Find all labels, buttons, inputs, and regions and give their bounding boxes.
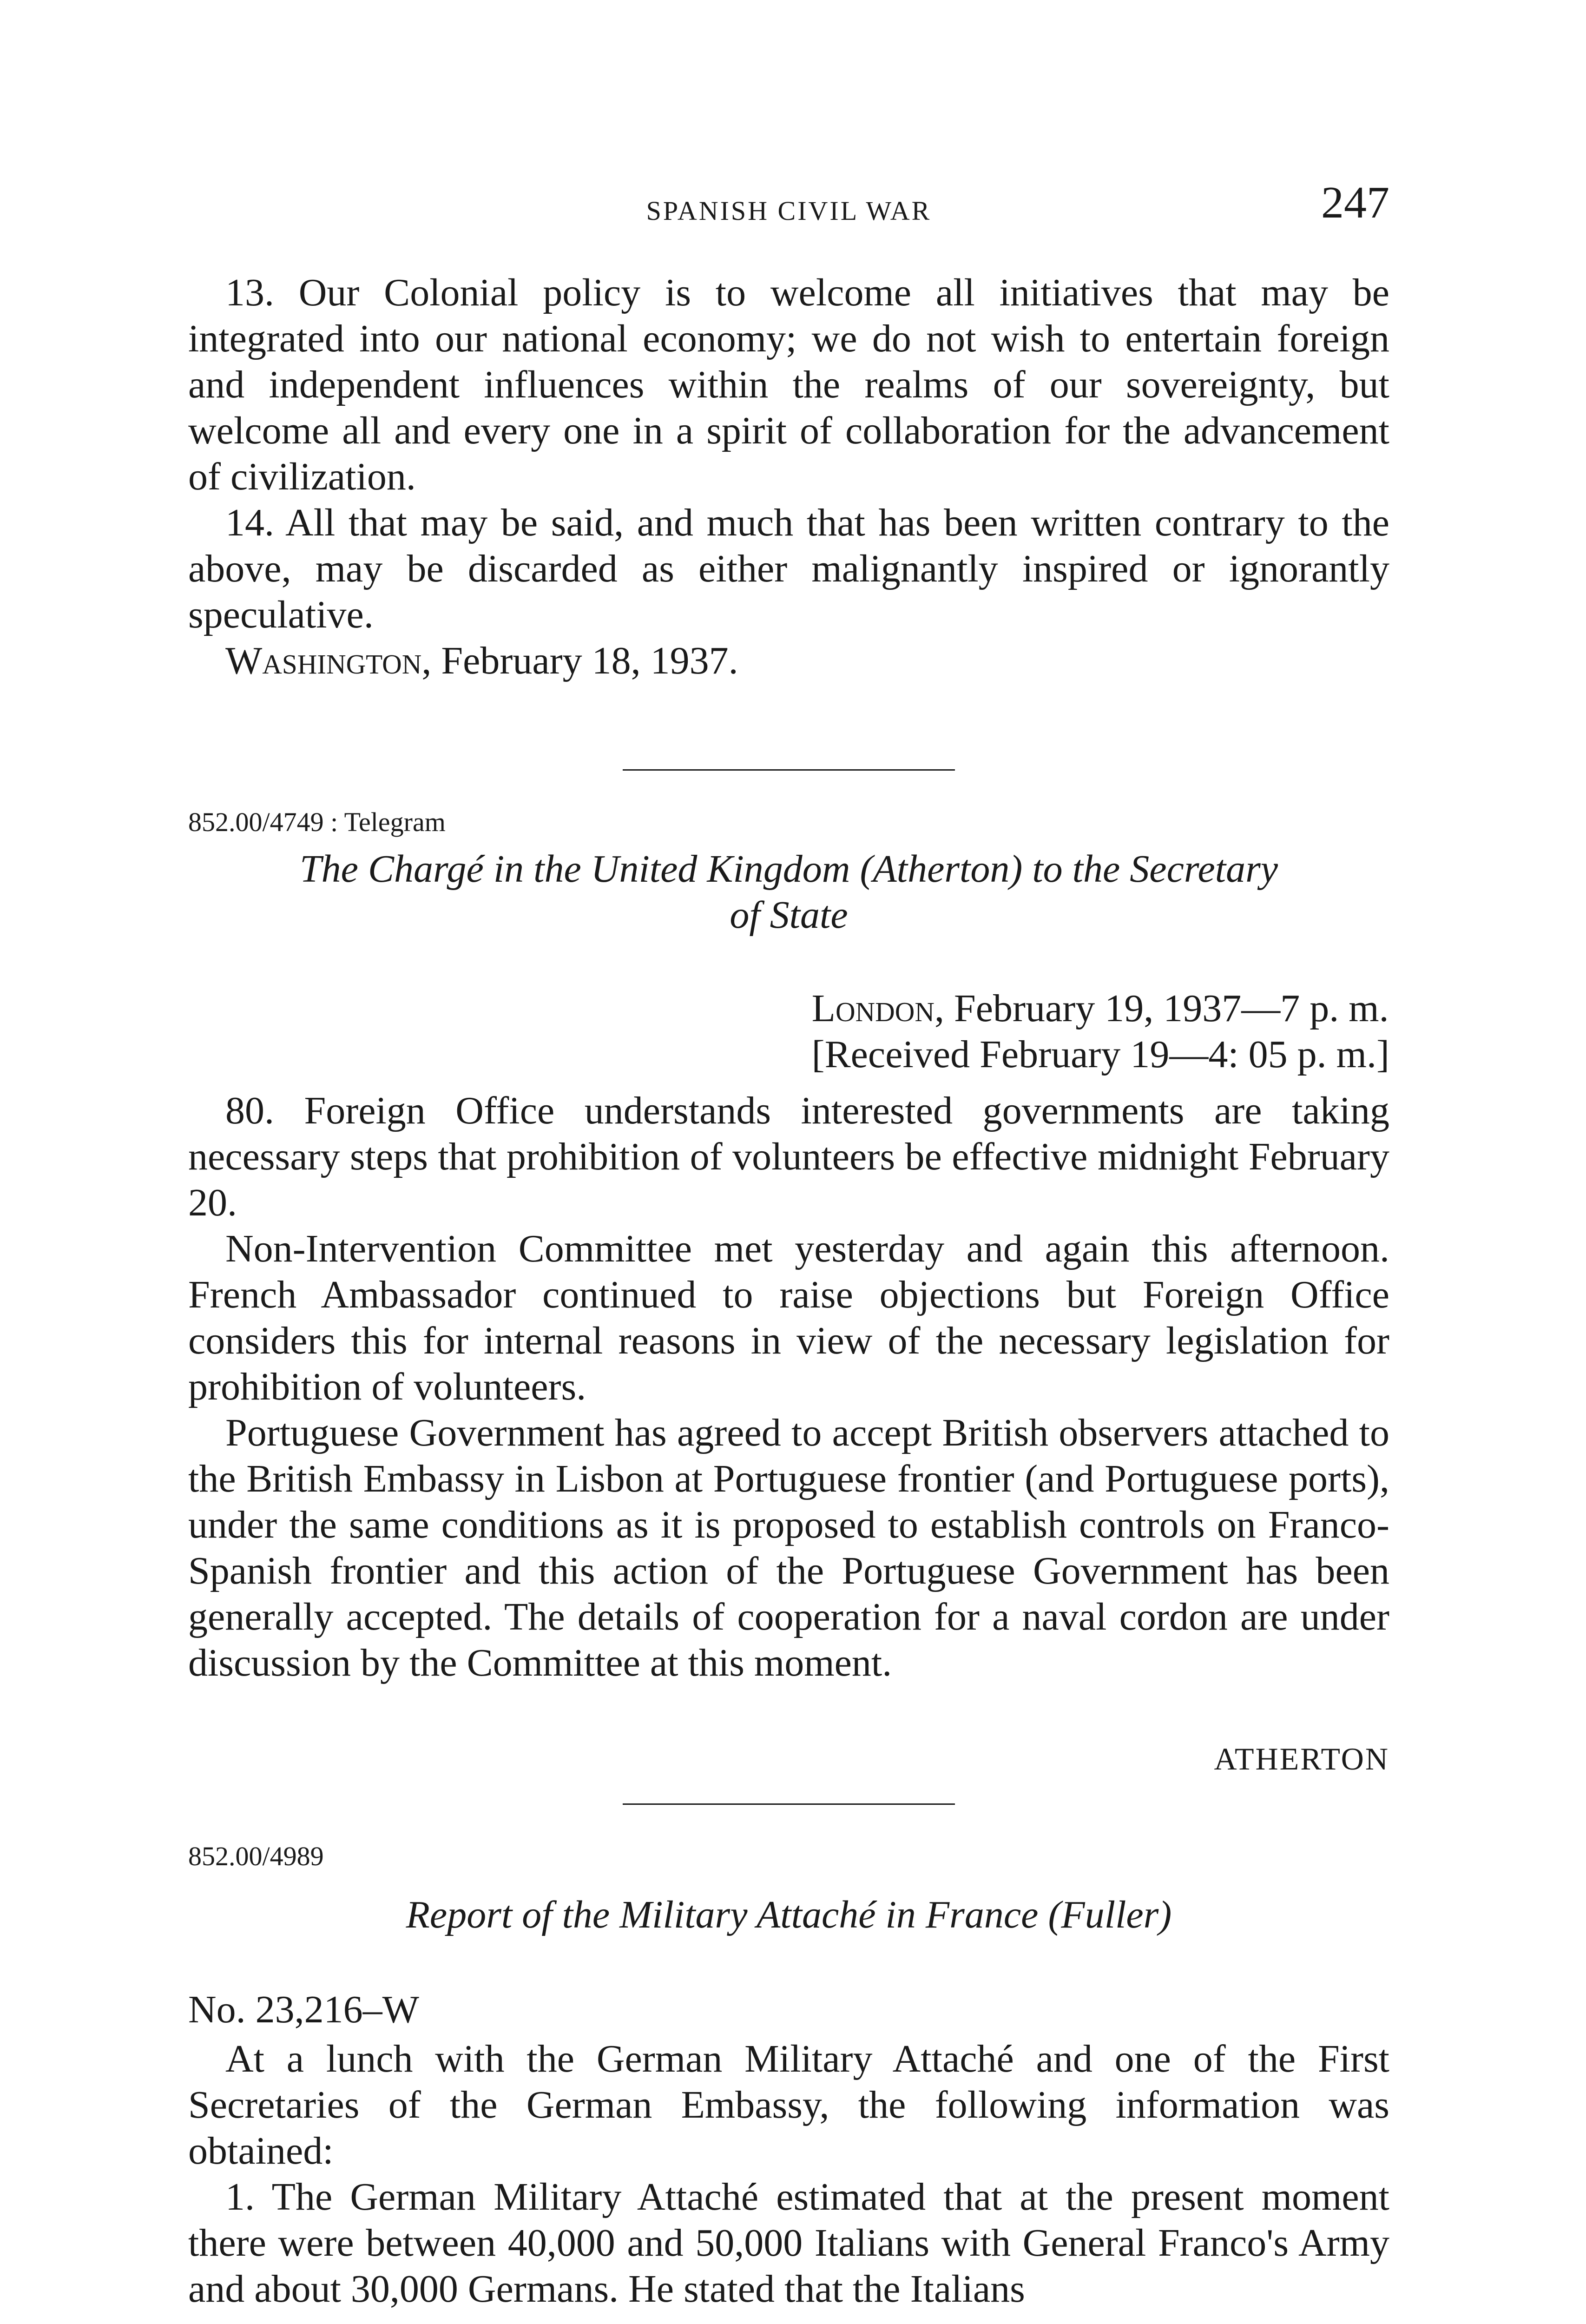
paragraph-14: 14. All that may be said, and much that has been written contrary to the above, may be discarded as either malignantly inspired or ignorantly speculative. <box>188 501 1389 636</box>
dateline-date: , February 18, 1937. <box>421 639 738 682</box>
doc1-received-line: [Received February 19—4: 05 p. m.] <box>811 1033 1389 1076</box>
doc1-title-line2: of State <box>730 893 848 937</box>
doc2-title: Report of the Military Attaché in France (Fuller) <box>406 1893 1172 1936</box>
running-head <box>188 177 1389 228</box>
paragraph-13: 13. Our Colonial policy is to welcome all initiatives that may be integrated into our national economy; we do not wish to entertain foreign and independent influences within the realms of our sovereignty, but welcome all and every one in a spirit of collaboration for the advancement of civilization. <box>188 271 1389 498</box>
doc2-report-number: No. 23,216–W <box>188 1988 419 2031</box>
section-divider-2 <box>623 1803 955 1805</box>
page-number: 247 <box>1321 178 1389 228</box>
doc1-title-line1: The Chargé in the United Kingdom (Atherton) to the Secretary <box>299 847 1278 891</box>
doc1-paragraph-committee: Non-Intervention Committee met yesterday and again this afternoon. French Ambassador continued to raise objections but Foreign Office considers this for internal reasons in view of the necessary legislation for prohibition of volunteers. <box>188 1227 1389 1408</box>
doc1-file-number: 852.00/4749 : Telegram <box>188 807 446 837</box>
doc1-dateline <box>812 985 1389 1077</box>
dateline-place: Washington <box>225 639 422 682</box>
running-title: SPANISH CIVIL WAR <box>646 196 932 226</box>
doc1-body <box>188 1088 1389 1686</box>
doc1-title <box>188 846 1389 938</box>
doc1-sent-date: , February 19, 1937—7 p. m. <box>934 987 1389 1030</box>
doc1-signature: ATHERTON <box>1214 1741 1389 1776</box>
doc2-paragraph-intro: At a lunch with the German Military Attaché and one of the First Secretaries of the German Embassy, the following information was obtained: <box>188 2037 1389 2172</box>
doc1-paragraph-80: 80. Foreign Office understands interested governments are taking necessary steps that prohibition of volunteers be effective midnight February 20. <box>188 1089 1389 1224</box>
document-page <box>188 0 1389 2324</box>
doc2-body <box>188 2036 1389 2312</box>
section1-body <box>188 270 1389 684</box>
doc1-paragraph-portuguese: Portuguese Government has agreed to accept British observers attached to the British Embassy in Lisbon at Portuguese frontier (and Portuguese ports), under the same conditions as it is proposed to establish controls on Franco-Spanish frontier and this action of the Portuguese Government has been generally accepted. The details of cooperation for a naval cordon are under discussion by the Committee at this moment. <box>188 1411 1389 1684</box>
doc1-sent-place: London <box>811 987 934 1030</box>
doc2-paragraph-1: 1. The German Military Attaché estimated that at the present moment there were between 40,000 and 50,000 Italians with General Franco's Army and about 30,000 Germans. He stated that the Italians <box>188 2175 1389 2311</box>
section-divider-1 <box>623 769 955 771</box>
doc1-sent-line <box>812 985 1389 1031</box>
section1-dateline <box>188 638 1389 684</box>
doc2-file-number: 852.00/4989 <box>188 1841 324 1871</box>
